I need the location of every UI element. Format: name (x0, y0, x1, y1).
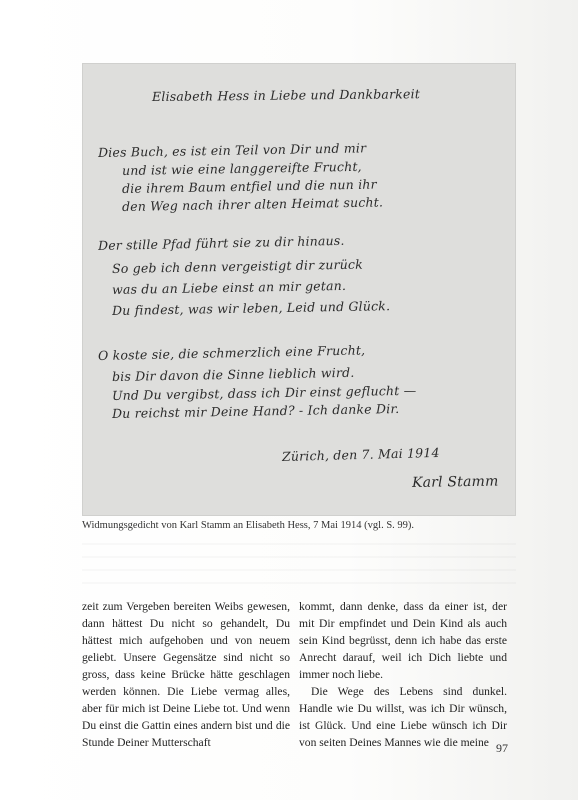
figure-caption: Widmungsgedicht von Karl Stamm an Elisabeth Hess, 7 Mai 1914 (vgl. S. 99). (82, 520, 415, 531)
dedication-line: Elisabeth Hess in Liebe und Dankbarkeit (151, 86, 421, 104)
manuscript-photo (82, 63, 516, 516)
page-number: 97 (496, 741, 508, 755)
paragraph: kommt, dann denke, dass da einer ist, der mit Dir empfindet und Dein Kind als auch sein Kind begrüsst, denn ich habe das erste Anrecht darauf, weil ich Dich liebte und immer noch liebe. (299, 600, 507, 681)
signature: Karl Stamm (411, 473, 499, 491)
poem-line: die ihrem Baum entfiel und die nun ihr (121, 176, 377, 196)
handwritten-poem (82, 63, 516, 516)
date-line: Zürich, den 7. Mai 1914 (281, 444, 440, 464)
poem-line: bis Dir davon die Sinne lieblich wird. (111, 364, 355, 384)
body-text-right-column (299, 598, 507, 751)
body-text-left-column (82, 598, 290, 751)
poem-line: Du findest, was wir leben, Leid und Glück. (111, 298, 391, 318)
show-through-text (82, 532, 516, 587)
poem-line: was du an Liebe einst an mir getan. (111, 277, 347, 297)
paragraph: Die Wege des Lebens sind dunkel. Handle wie Du willst, was ich Dir wünsch, ist Glück. Und eine Liebe wünsch ich Dir von seiten Deines Mannes wie die meine (299, 685, 507, 749)
poem-line: Der stille Pfad führt sie zu dir hinaus. (97, 232, 345, 253)
poem-line: Dies Buch, es ist ein Teil von Dir und mir (97, 140, 367, 160)
poem-line: So geb ich denn vergeistigt dir zurück (111, 256, 364, 276)
poem-line: den Weg nach ihrer alten Heimat sucht. (121, 194, 384, 214)
poem-line: Du reichst mir Deine Hand? - Ich danke Dir. (111, 400, 400, 421)
poem-line: O koste sie, die schmerzlich eine Frucht, (97, 342, 366, 363)
poem-line: Und Du vergibst, dass ich Dir einst geflucht — (111, 382, 417, 403)
poem-line: und ist wie eine langgereifte Frucht, (121, 158, 362, 178)
paragraph: zeit zum Vergeben bereiten Weibs gewesen, dann hättest Du nicht so gehandelt, Du hättest mich aufgehoben und von neuem geliebt. Unsere Gegensätze sind nicht so gross, dass keine Brücke hätte geschlagen werden können. Die Liebe vermag alles, aber für mich ist Deine Liebe tot. Und wenn Du einst die Gattin eines andern bist und die Stunde Deiner Mutterschaft (82, 600, 290, 749)
